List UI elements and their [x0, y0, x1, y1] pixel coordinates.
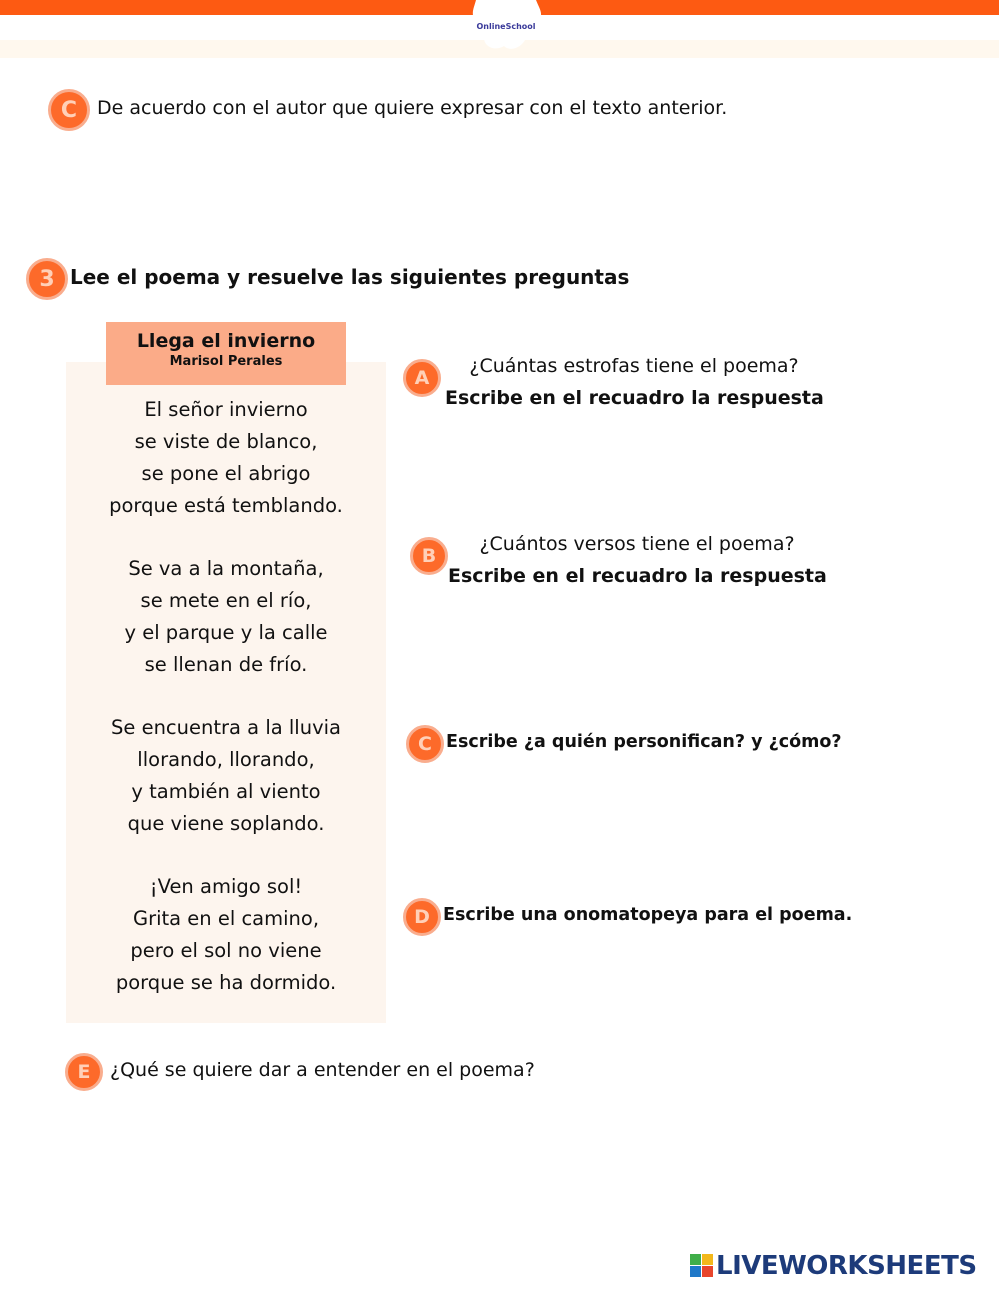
question-e-badge: E — [65, 1053, 103, 1091]
question-c-badge: C — [48, 89, 90, 131]
liveworksheets-brand: LIVEWORKSHEETS — [716, 1251, 977, 1281]
section-3-title: Lee el poema y resuelve las siguientes preguntas — [70, 265, 630, 289]
poem-verse: que viene soplando. — [127, 812, 325, 835]
poem-verse: ¡Ven amigo sol! — [149, 875, 303, 898]
poem-verse: porque se ha dormido. — [115, 971, 337, 994]
question-c2-badge: C — [406, 725, 444, 763]
poem-stanza-3 — [66, 712, 386, 840]
question-c-text: De acuerdo con el autor que quiere expresar con el texto anterior. — [97, 97, 728, 119]
poem-verse: se viste de blanco, — [134, 430, 318, 453]
poem-verse: llorando, llorando, — [137, 748, 315, 771]
section-3-badge: 3 — [26, 258, 68, 300]
poem-verse: Se encuentra a la lluvia — [111, 716, 341, 739]
poem-verse: y el parque y la calle — [124, 621, 328, 644]
question-d-text: Escribe una onomatopeya para el poema. — [443, 905, 853, 925]
poem-verse: pero el sol no viene — [130, 939, 322, 962]
poem-verse: El señor invierno — [144, 398, 308, 421]
question-a-badge: A — [403, 359, 441, 397]
question-b — [448, 528, 826, 592]
question-a-instruction: Escribe en el recuadro la respuesta — [445, 387, 824, 409]
question-a — [445, 350, 823, 414]
poem-header — [106, 322, 346, 385]
poem-verse: Grita en el camino, — [132, 907, 320, 930]
poem-verse: se mete en el río, — [140, 589, 312, 612]
question-b-text: ¿Cuántos versos tiene el poema? — [479, 533, 795, 555]
poem-verse: Se va a la montaña, — [128, 557, 324, 580]
question-e-text: ¿Qué se quiere dar a entender en el poema? — [110, 1059, 535, 1081]
logo-text: OnlineSchool — [476, 22, 536, 31]
liveworksheets-logo — [690, 1251, 977, 1281]
poem-verse: se llenan de frío. — [144, 653, 308, 676]
poem-stanza-1 — [66, 394, 386, 522]
question-b-badge: B — [410, 537, 448, 575]
liveworksheets-icon — [690, 1254, 714, 1278]
poem-author: Marisol Perales — [169, 354, 283, 369]
poem-stanza-2 — [66, 553, 386, 681]
poem-verse: y también al viento — [131, 780, 321, 803]
poem-stanza-4 — [66, 871, 386, 999]
question-b-instruction: Escribe en el recuadro la respuesta — [448, 565, 827, 587]
poem-verse: se pone el abrigo — [141, 462, 311, 485]
question-d-badge: D — [403, 898, 441, 936]
poem-verse: porque está temblando. — [109, 494, 343, 517]
question-c2-text: Escribe ¿a quién personifican? y ¿cómo? — [446, 732, 842, 752]
poem-title: Llega el invierno — [136, 330, 316, 352]
question-a-text: ¿Cuántas estrofas tiene el poema? — [469, 355, 799, 377]
